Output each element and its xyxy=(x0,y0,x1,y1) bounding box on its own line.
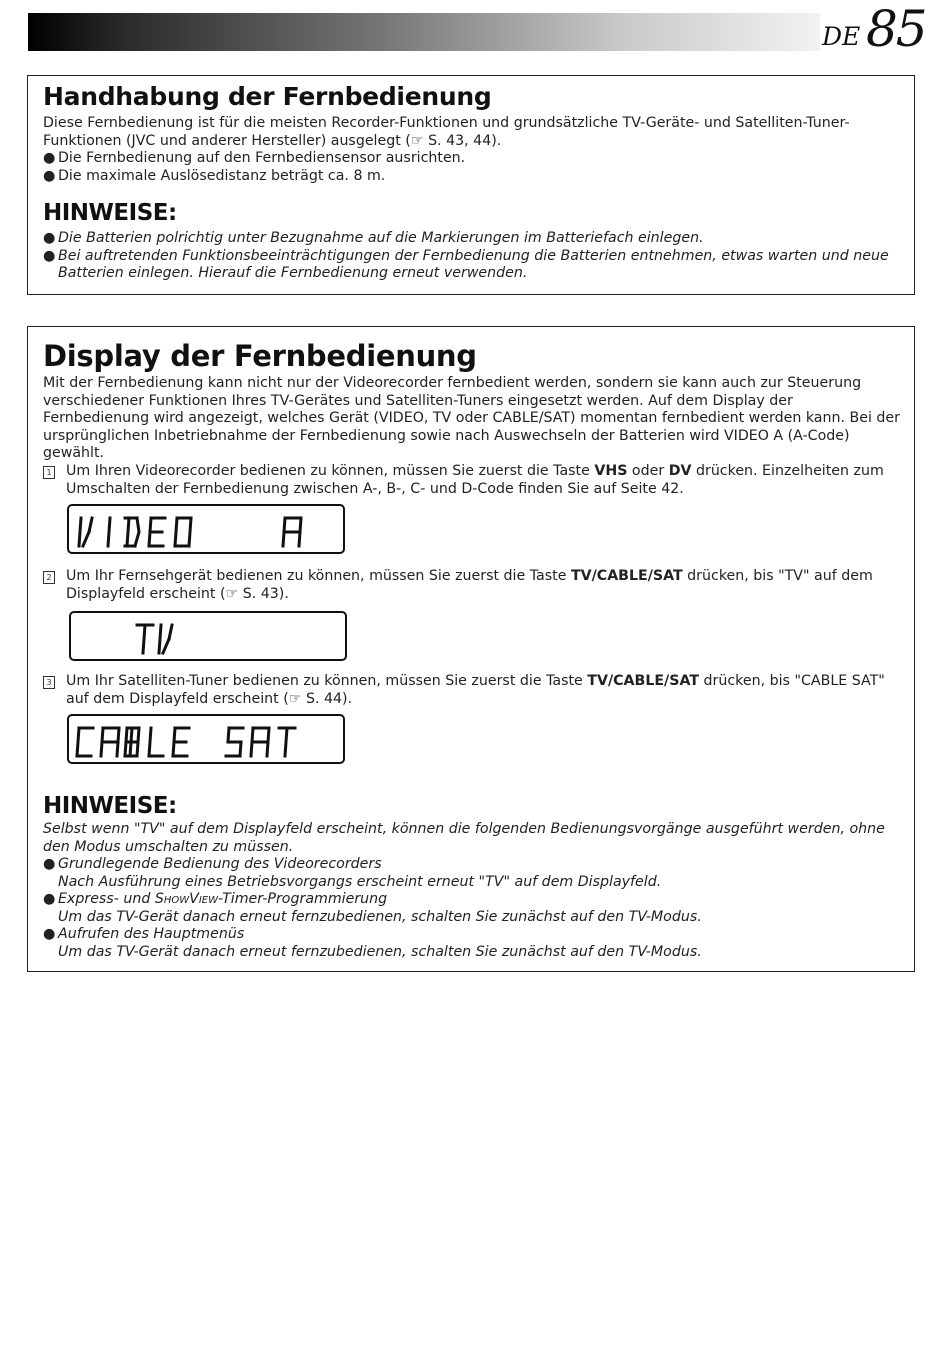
key-tv-cable-sat: TV/CABLE/SAT xyxy=(570,568,683,584)
lcd-segments-tv xyxy=(71,613,349,663)
section-title: Display der Fernbedienung xyxy=(43,339,477,373)
section-remote-display xyxy=(27,326,915,972)
step-number: 1 xyxy=(43,466,55,479)
lcd-display-tv xyxy=(69,611,347,661)
bullet-icon: ● xyxy=(43,926,56,942)
list-item: ● Die maximale Auslösedistanz beträgt ca. 8 m. xyxy=(43,167,386,184)
list-item: ● Die Fernbedienung auf den Fernbediensensor ausrichten. xyxy=(43,150,466,166)
step-1: 1 Um Ihren Videorecorder bedienen zu können, müssen Sie zuerst die Taste VHS oder DV drücken. Einzelheiten zum Umschalten der Fernbedienung zwischen A-, B-, C- und D-Code finden Sie auf Seite 42. xyxy=(43,463,903,498)
bullet-icon: ● xyxy=(43,891,56,907)
note-item: ● Aufrufen des Hauptmenüs Um das TV-Gerät danach erneut fernzubedienen, schalten Sie zunächst auf den TV-Modus. xyxy=(43,926,702,960)
note-item: ● Express- und ShowView-Timer-Programmierung Um das TV-Gerät danach erneut fernzubedienen, schalten Sie zunächst auf den TV-Modus. xyxy=(43,891,702,925)
page-number: 85 xyxy=(866,0,926,58)
key-vhs: VHS xyxy=(594,463,628,479)
section-remote-handling xyxy=(27,75,915,295)
step-number: 3 xyxy=(43,676,55,689)
bullet-icon: ● xyxy=(43,247,56,264)
step-3: 3 Um Ihr Satelliten-Tuner bedienen zu können, müssen Sie zuerst die Taste TV/CABLE/SAT drücken, bis "CABLE SAT" auf dem Displayfeld erscheint (☞ S. 44). xyxy=(43,673,903,708)
bullet-icon: ● xyxy=(43,167,56,184)
lcd-display-video-a xyxy=(67,504,345,554)
section-intro: Mit der Fernbedienung kann nicht nur der Videorecorder fernbedient werden, sondern sie kann auch zur Steuerung verschiedener Funktionen Ihres TV-Gerätes und Satelliten-Tuners eingesetzt werden. Auf dem Display der Fernbedienung wird angezeigt, welches Gerät (VIDEO, TV oder CABLE/SAT) momentan fernbedient werden kann. Bei der ursprünglichen Inbetriebnahme der Fernbedienung sowie nach Auswechseln der Batterien wird VIDEO A (A-Code) gewählt. xyxy=(43,375,900,461)
bullet-icon: ● xyxy=(43,230,56,246)
note-item: ● Grundlegende Bedienung des Videorecorders Nach Ausführung eines Betriebsvorgangs erscheint erneut "TV" auf dem Displayfeld. xyxy=(43,856,662,890)
notes-heading: HINWEISE: xyxy=(43,200,177,226)
showview-brand: ShowView xyxy=(154,891,218,907)
section-title: Handhabung der Fernbedienung xyxy=(43,82,492,111)
key-dv: DV xyxy=(668,463,692,479)
language-code: DE xyxy=(822,22,861,51)
notes-heading: HINWEISE: xyxy=(43,793,177,819)
notes-intro: Selbst wenn "TV" auf dem Displayfeld erscheint, können die folgenden Bedienungsvorgänge ausgeführt werden, ohne den Modus umschalten zu müssen. xyxy=(43,821,885,855)
bullet-icon: ● xyxy=(43,856,56,872)
step-2: 2 Um Ihr Fernsehgerät bedienen zu können, müssen Sie zuerst die Taste TV/CABLE/SAT drücken, bis "TV" auf dem Displayfeld erscheint (☞ S. 43). xyxy=(43,568,903,603)
bullet-icon: ● xyxy=(43,150,56,166)
key-tv-cable-sat: TV/CABLE/SAT xyxy=(587,673,700,689)
step-number: 2 xyxy=(43,571,55,584)
header-gradient-bar xyxy=(28,13,820,51)
lcd-display-cable-sat xyxy=(67,714,345,764)
note-item: ● Die Batterien polrichtig unter Bezugnahme auf die Markierungen im Batteriefach einlegen. xyxy=(43,230,704,246)
lcd-segments-cable-sat xyxy=(69,716,347,766)
lcd-segments-video-a xyxy=(69,506,347,556)
section-intro: Diese Fernbedienung ist für die meisten Recorder-Funktionen und grundsätzliche TV-Geräte- und Satelliten-Tuner-Funktionen (JVC und anderer Hersteller) ausgelegt (☞ S. 43, 44). xyxy=(43,115,850,149)
note-item: ● Bei auftretenden Funktionsbeeinträchtigungen der Fernbedienung die Batterien entnehmen, etwas warten und neue Batterien einlegen. Hierauf die Fernbedienung erneut verwenden. xyxy=(43,247,889,281)
